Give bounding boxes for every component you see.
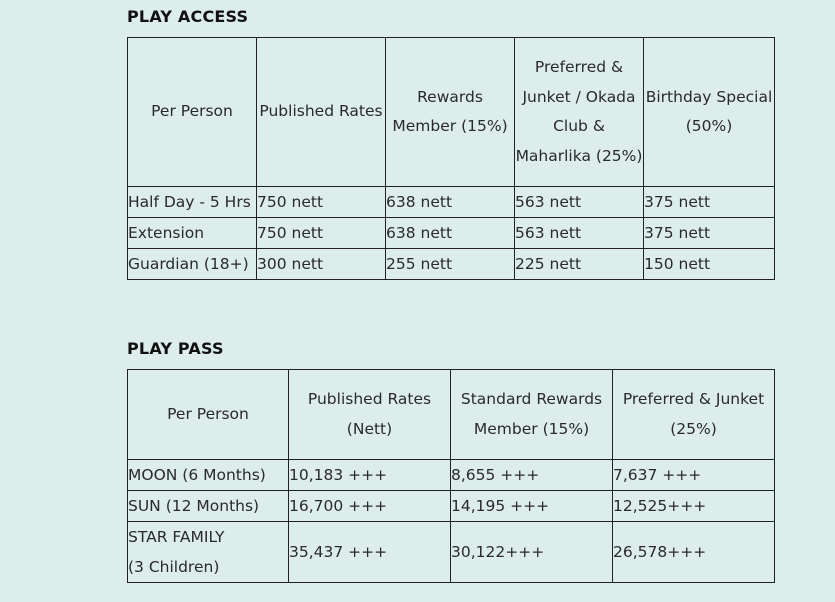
header-line: Club &: [553, 117, 605, 135]
header-line: (25%): [670, 419, 717, 438]
table-cell: 375 nett: [644, 187, 775, 218]
table-row: [128, 187, 775, 218]
table-cell: 750 nett: [257, 187, 386, 218]
table-cell: 16,700 +++: [289, 491, 451, 522]
table-cell: MOON (6 Months): [128, 460, 289, 491]
header-line: (Nett): [346, 419, 393, 438]
header-line: (50%): [685, 117, 733, 135]
table-cell: Half Day - 5 Hrs: [128, 187, 257, 218]
header-line: Special: [716, 87, 773, 106]
header-line: Preferred &: [534, 58, 624, 76]
header-standard-rewards-member: [451, 370, 613, 460]
table-cell: 14,195 +++: [451, 491, 613, 522]
table-cell: 563 nett: [515, 218, 644, 249]
table-cell: SUN (12 Months): [128, 491, 289, 522]
table-cell: 750 nett: [257, 218, 386, 249]
table-row: [128, 491, 775, 522]
header-line: Member: [473, 419, 538, 438]
table-cell: 12,525+++: [613, 491, 775, 522]
table-row: [128, 522, 775, 583]
header-birthday-special: [644, 38, 775, 187]
header-line: (25%): [595, 146, 643, 165]
cell-line: (3 Children): [128, 558, 220, 576]
header-line: Rewards: [417, 87, 483, 106]
table-cell: 7,637 +++: [613, 460, 775, 491]
table-cell: 225 nett: [515, 249, 644, 280]
play-access-title: PLAY ACCESS: [127, 7, 249, 26]
header-line: Published Rates: [307, 390, 432, 408]
table-cell: 26,578+++: [613, 522, 775, 583]
header-per-person: [128, 38, 257, 187]
table-cell: 8,655 +++: [451, 460, 613, 491]
play-access-table: [127, 37, 775, 280]
header-line: Junket / Okada: [522, 87, 636, 106]
table-row: [128, 218, 775, 249]
table-row: [128, 249, 775, 280]
header-preferred-junket: [515, 38, 644, 187]
table-cell: 638 nett: [386, 218, 515, 249]
table-cell: 375 nett: [644, 218, 775, 249]
table-cell: 35,437 +++: [289, 522, 451, 583]
header-rewards-member: [386, 38, 515, 187]
play-pass-table: [127, 369, 775, 583]
table-cell: [128, 522, 289, 583]
header-line: (15%): [461, 117, 508, 135]
header-per-person: [128, 370, 289, 460]
play-pass-title: PLAY PASS: [127, 339, 224, 358]
header-line: Published Rates: [259, 102, 383, 121]
header-line: Maharlika: [515, 146, 591, 165]
table-header-row: [128, 38, 775, 187]
table-cell: 150 nett: [644, 249, 775, 280]
header-line: (15%): [542, 419, 590, 438]
cell-line: STAR FAMILY: [128, 528, 225, 546]
table-cell: Guardian (18+): [128, 249, 257, 280]
header-line: Per Person: [167, 404, 249, 423]
table-cell: 30,122+++: [451, 522, 613, 583]
table-cell: 638 nett: [386, 187, 515, 218]
header-line: Member: [392, 117, 457, 135]
header-line: Preferred & Junket: [622, 390, 765, 408]
table-row: [128, 460, 775, 491]
header-published-rates: [257, 38, 386, 187]
header-line: Birthday: [645, 87, 712, 106]
table-cell: 255 nett: [386, 249, 515, 280]
header-line: Per Person: [151, 102, 233, 121]
table-cell: 563 nett: [515, 187, 644, 218]
header-line: Standard Rewards: [460, 390, 603, 408]
table-cell: 10,183 +++: [289, 460, 451, 491]
table-header-row: [128, 370, 775, 460]
table-cell: Extension: [128, 218, 257, 249]
header-published-rates: [289, 370, 451, 460]
header-preferred-junket: [613, 370, 775, 460]
table-cell: 300 nett: [257, 249, 386, 280]
